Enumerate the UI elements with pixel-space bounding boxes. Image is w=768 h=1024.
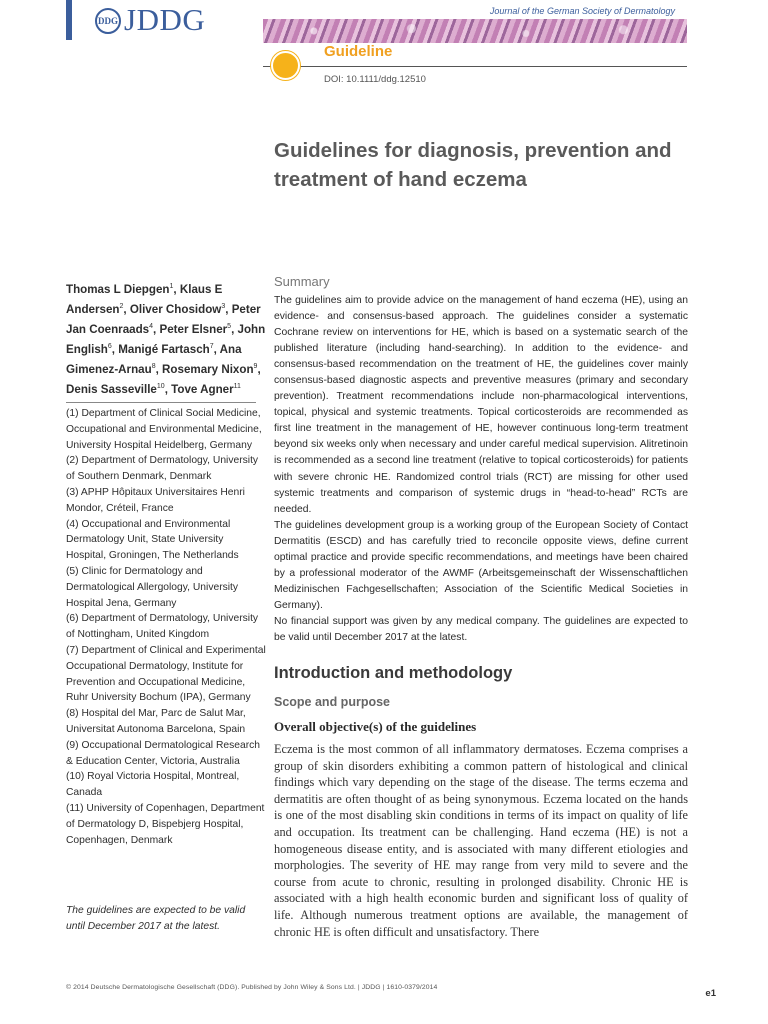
author-affiliation-marker: 2 xyxy=(119,303,124,311)
affiliation-item: (11) University of Copenhagen, Department of Dermatology D, Bispebjerg Hospital, Copenhagen, Denmark xyxy=(66,802,265,846)
author-name: Manigé Fartasch$^7$ xyxy=(118,343,214,357)
author-list: Thomas L Diepgen$^1$, Klaus E Andersen$^2$, Oliver Chosidow$^3$, Peter Jan Coenraads$^4$, Peter Elsner$^5$, John English$^6$, Manigé Fartasch$^7$, Ana Gimenez-Arnau$^8$, Rosemary Nixon$^9$, Denis Sasseville$^{10}$, Tove Agner$^{11}$ xyxy=(66,282,266,397)
subsection-heading: Scope and purpose xyxy=(274,695,390,709)
author-affiliation-marker: 10 xyxy=(156,383,165,391)
author-name: Klaus E Andersen$^2$ xyxy=(66,282,223,316)
author-affiliation-marker: 3 xyxy=(221,303,226,311)
author-affiliation-marker: 4 xyxy=(149,323,154,331)
logo-bar xyxy=(66,0,72,40)
author-name: Thomas L Diepgen$^1$ xyxy=(66,282,174,296)
author-name: Rosemary Nixon$^9$ xyxy=(162,363,258,377)
affiliation-item: (10) Royal Victoria Hospital, Montreal, Canada xyxy=(66,771,240,799)
author-divider xyxy=(66,402,256,403)
summary-paragraph: No financial support was given by any medical company. The guidelines are expected to be valid until December 2017 at the latest. xyxy=(274,615,688,643)
subsubsection-heading: Overall objective(s) of the guidelines xyxy=(274,719,477,734)
affiliation-item: (8) Hospital del Mar, Parc de Salut Mar, Universitat Autonoma Barcelona, Spain xyxy=(66,708,246,735)
author-affiliation-marker: 9 xyxy=(253,363,258,371)
header-banner-image xyxy=(263,19,687,43)
journal-logo: JDDG xyxy=(124,2,206,37)
header-divider xyxy=(263,66,687,67)
author-affiliation-marker: 1 xyxy=(169,283,174,290)
author-affiliation-marker: 5 xyxy=(227,323,232,331)
summary-heading: Summary xyxy=(274,274,330,289)
copyright-footer: © 2014 Deutsche Dermatologische Gesellschaft (DDG). Published by John Wiley & Sons Ltd. | JDDG | 1610-0379/2014 xyxy=(66,984,438,991)
author-name: Denis Sasseville$^{10}$ xyxy=(66,383,165,397)
affiliation-item: (2) Department of Dermatology, University of Southern Denmark, Denmark xyxy=(66,455,259,483)
author-name: John English$^6$ xyxy=(66,322,266,357)
author-affiliation-marker: 8 xyxy=(151,363,156,371)
journal-name: Journal of the German Society of Dermatology xyxy=(489,6,675,16)
ddg-emblem-icon: DDG xyxy=(95,8,121,34)
summary-paragraph: The guidelines development group is a working group of the European Society of Contact Dermatitis (ESCD) and has carefully tried to reconcile opposite views, define current optimal practice and provide specific recommendations, and meetings have been chaired by a professional moderator of the AWMF (Arbeitsgemeinschaft der Wissenschaftlichen Medizinischen Fachgesellschaften; Association of the Scientific Medical Societies in Germany). xyxy=(274,519,688,611)
affiliation-list xyxy=(66,406,266,848)
author-name: Oliver Chosidow$^3$ xyxy=(129,302,226,316)
doi-text[interactable]: DOI: 10.1111/ddg.12510 xyxy=(324,74,426,85)
affiliation-item: (9) Occupational Dermatological Research & Education Center, Victoria, Australia xyxy=(66,739,261,767)
affiliation-item: (3) APHP Hôpitaux Universitaires Henri Mondor, Créteil, France xyxy=(66,486,245,514)
author-affiliation-marker: 6 xyxy=(107,343,112,351)
page-number: e1 xyxy=(705,988,716,999)
article-title: Guidelines for diagnosis, prevention and treatment of hand eczema xyxy=(274,139,672,191)
validity-note: The guidelines are expected to be valid until December 2017 at the latest. xyxy=(66,905,246,932)
author-affiliation-marker: 7 xyxy=(209,343,214,351)
affiliation-item: (5) Clinic for Dermatology and Dermatological Allergology, University Hospital Jena, Germany xyxy=(66,565,239,609)
author-name: Tove Agner$^{11}$ xyxy=(171,383,241,397)
summary-paragraph: The guidelines aim to provide advice on the management of hand eczema (HE), using an evidence- and consensus-based approach. The guidelines consider a systematic Cochrane review on interventions for HE, which is based on a systematic search of the published literature (including hand-searching). In addition to the evidence- and consensus-based recommendation on the treatment of HE, the guidelines cover mainly consensus-based diagnostic aspects and preventive measures (primary and secondary prevention). Treatment recommendations include non-pharmacological interventions, topical, physical and systemic treatments. Topical corticosteroids are recommended as first line treatment in the management of HE, however continuous long-term treatment beyond six weeks only when necessary and under careful medical supervision. Alitretinoin is recommended as a second line treatment (relative to topical corticosteroids) for patients with severe chronic HE. Randomized control trials (RCT) are missing for other used systemic treatments and comparison of systemic drugs in “head-to-head” RCTs are needed. xyxy=(274,295,688,515)
section-label: Guideline xyxy=(324,43,393,60)
affiliation-item: (1) Department of Clinical Social Medicine, Occupational and Environmental Medicine, University Hospital Heidelberg, Germany xyxy=(66,408,262,451)
summary-body xyxy=(274,293,688,646)
author-name: Peter Jan Coenraads$^4$ xyxy=(66,302,261,336)
affiliation-item: (6) Department of Dermatology, University of Nottingham, United Kingdom xyxy=(66,613,259,641)
author-affiliation-marker: 11 xyxy=(233,383,241,391)
author-name: Peter Elsner$^5$ xyxy=(159,322,232,336)
section-heading: Introduction and methodology xyxy=(274,664,513,682)
affiliation-item: (4) Occupational and Environmental Dermatology Unit, State University Hospital, Groningen, The Netherlands xyxy=(66,518,239,562)
body-paragraph: Eczema is the most common of all inflammatory dermatoses. Eczema comprises a group of skin disorders exhibiting a common pattern of histological and clinical findings which vary depending on the stage of the disease. The terms eczema and dermatitis are often thought of as being synonymous. Eczema located on the hands is one of the most disabling skin conditions in terms of its impact on quality of life and occupation. Its treatment can be challenging. Hand eczema (HE) is not a homogeneous disease entity, and is associated with many different etiologies and morphologies. The severity of HE may range from very mild to severe and the course from acute to chronic, resulting in prolonged disability. Chronic HE is associated with a high health economic burden and significant loss of quality of life. Although numerous treatment options are available, the management of chronic HE is often difficult and unsatisfactory. There xyxy=(274,742,688,939)
author-name: Ana Gimenez-Arnau$^8$ xyxy=(66,343,242,377)
affiliation-item: (7) Department of Clinical and Experimental Occupational Dermatology, Institute for Prevention and Occupational Medicine, Ruhr University Bochum (IPA), Germany xyxy=(66,644,266,704)
section-dot-icon xyxy=(271,51,300,80)
